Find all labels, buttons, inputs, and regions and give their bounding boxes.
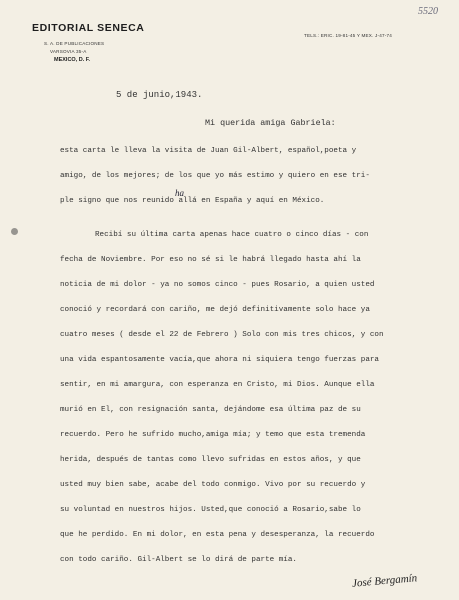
body-line: murió en El, con resignación santa, dejándome esa última paz de su xyxy=(60,406,361,414)
letterhead-legal: S. A. DE PUBLICACIONES xyxy=(44,41,105,46)
body-line: herida, después de tantas como llevo sufridas en estos años, y que xyxy=(60,456,361,464)
punch-hole-mark xyxy=(11,228,18,235)
body-line: conoció y recordará con cariño, me dejó definitivamente solo hace ya xyxy=(60,306,370,314)
body-line: Recibí su última carta apenas hace cuatro o cinco días - con xyxy=(95,231,369,239)
body-line: cuatro meses ( desde el 22 de Febrero ) Solo con mis tres chicos, y con xyxy=(60,331,384,339)
letterhead-city: MEXICO, D. F. xyxy=(54,57,91,63)
handwritten-signature: José Bergamín xyxy=(351,572,418,590)
body-line: usted muy bien sabe, acabe del todo conmigo. Vivo por su recuerdo y xyxy=(60,481,366,489)
body-line: que he perdido. En mi dolor, en esta pena y desesperanza, la recuerdo xyxy=(60,531,375,539)
body-line: amigo, de los mejores; de los que yo más estimo y quiero en ese tri- xyxy=(60,172,370,180)
body-line: sentir, en mi amargura, con esperanza en Cristo, mi Dios. Aunque ella xyxy=(60,381,375,389)
body-line: su voluntad en nuestros hijos. Usted,que conoció a Rosario,sabe lo xyxy=(60,506,361,514)
letterhead-company: EDITORIAL SENECA xyxy=(32,22,145,34)
letterhead-address: VARSOVIA 35-A xyxy=(50,49,87,54)
salutation: Mi querida amiga Gabriela: xyxy=(205,118,336,128)
body-line: ple signo que nos reunido allá en España y aquí en México. xyxy=(60,197,325,205)
handwritten-insertion: ha xyxy=(175,188,184,198)
body-line: con todo cariño. Gil-Albert se lo dirá de parte mía. xyxy=(60,556,297,564)
body-line: fecha de Noviembre. Por eso no sé si le habrá llegado hasta ahí la xyxy=(60,256,361,264)
reference-number: 5520 xyxy=(418,6,438,17)
letter-date: 5 de junio,1943. xyxy=(116,90,203,100)
body-line: una vida espantosamente vacía,que ahora ni siquiera tengo fuerzas para xyxy=(60,356,379,364)
letterhead-phones: TELS.: ERIC. 19-81-45 Y MEX. J-47-74 xyxy=(304,33,392,38)
body-line: noticia de mi dolor - ya no somos cinco - pues Rosario, a quien usted xyxy=(60,281,375,289)
body-line: recuerdo. Pero he sufrido mucho,amiga mía; y temo que esta tremenda xyxy=(60,431,366,439)
body-line: esta carta le lleva la visita de Juan Gil-Albert, español,poeta y xyxy=(60,147,357,155)
